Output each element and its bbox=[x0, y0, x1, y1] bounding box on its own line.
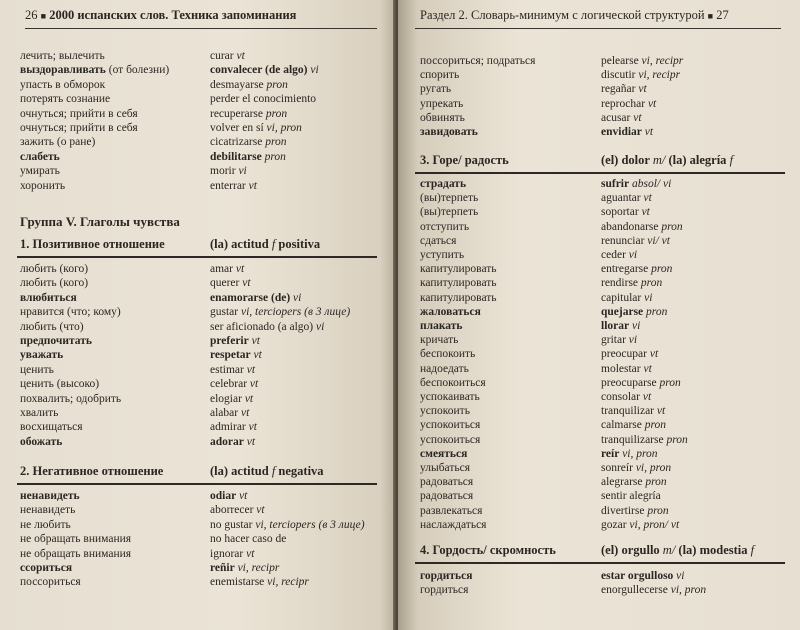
grammar-tag: vt bbox=[243, 435, 256, 448]
russian-word: ценить (высоко) bbox=[20, 378, 100, 391]
spanish-word: calmarse pron bbox=[601, 419, 667, 432]
grammar-tag: vi, pron bbox=[263, 122, 302, 134]
spanish-word: sufrir absol/ vi bbox=[601, 178, 672, 190]
header-separator: ■ bbox=[707, 11, 714, 21]
russian-word: хвалить bbox=[20, 407, 59, 419]
russian-word: улыбаться bbox=[420, 462, 471, 474]
spanish-word: aborrecer vt bbox=[210, 504, 265, 517]
header-rule bbox=[25, 28, 377, 29]
spanish-word: gritar vi bbox=[601, 334, 638, 347]
section-term-es2: (la) alegría bbox=[668, 153, 727, 167]
grammar-tag: vi, recipr bbox=[234, 562, 280, 574]
section-title-es bbox=[601, 543, 754, 558]
grammar-tag: vi, terciopers (в 3 лице) bbox=[252, 518, 365, 531]
russian-word: капитулировать bbox=[420, 291, 497, 304]
grammar-tag: vi bbox=[235, 165, 247, 178]
spanish-word: curar vt bbox=[210, 50, 245, 62]
spanish-word: divertirse pron bbox=[601, 504, 669, 517]
section-term-es2: (la) modestia bbox=[678, 543, 748, 557]
grammar-tag: vi bbox=[629, 320, 641, 332]
russian-word: похвалить; одобрить bbox=[20, 392, 122, 405]
russian-word: уступить bbox=[420, 249, 465, 261]
russian-word: гордиться bbox=[420, 584, 469, 597]
spanish-word: molestar vt bbox=[601, 362, 652, 375]
spanish-word: adorar vt bbox=[210, 435, 256, 448]
grammar-tag: vt bbox=[250, 349, 262, 362]
group-title: Группа V. Глаголы чувства bbox=[20, 214, 180, 229]
russian-word: любить (кого) bbox=[20, 277, 89, 290]
grammar-tag: vi bbox=[307, 64, 319, 77]
spanish-note: (de algo) bbox=[262, 64, 308, 77]
spanish-word: respetar vt bbox=[210, 349, 262, 362]
grammar-tag: pron bbox=[644, 504, 669, 517]
russian-word: гордиться bbox=[420, 570, 473, 582]
grammar-tag: vt bbox=[640, 362, 652, 375]
russian-word: нравится (что; кому) bbox=[20, 306, 121, 319]
spanish-word: no gustar vi, terciopers (в 3 лице) bbox=[210, 518, 365, 531]
russian-word: беспокоиться bbox=[420, 376, 486, 389]
russian-word: успокоиться bbox=[420, 419, 481, 432]
grammar-tag: vt bbox=[239, 277, 251, 290]
grammar-tag: vt bbox=[233, 50, 245, 62]
russian-word: не обращать внимания bbox=[20, 547, 132, 560]
spanish-word: regañar vt bbox=[601, 83, 647, 96]
spanish-word: ceder vi bbox=[601, 249, 638, 261]
spanish-word: reír vi, pron bbox=[601, 447, 658, 460]
left-page bbox=[0, 0, 396, 630]
section-heading bbox=[20, 464, 324, 479]
left-page-header bbox=[25, 8, 296, 23]
grammar-tag: vi bbox=[641, 291, 653, 304]
russian-word: плакать bbox=[420, 320, 463, 332]
section-title: Раздел 2. Словарь-минимум с логической структурой bbox=[420, 8, 705, 22]
grammar-tag: vt bbox=[243, 363, 256, 376]
grammar-tag: vi, terciopers (в 3 лице) bbox=[238, 306, 351, 319]
spanish-word: llorar vi bbox=[601, 320, 641, 332]
spanish-word: renunciar vi/ vt bbox=[601, 234, 670, 247]
section-rule bbox=[415, 172, 785, 174]
russian-word: ненавидеть bbox=[20, 504, 76, 517]
grammar-tag: vt bbox=[238, 407, 250, 419]
section-title-es bbox=[601, 153, 733, 168]
grammar-tag: vt bbox=[641, 126, 654, 138]
russian-word: радоваться bbox=[420, 490, 474, 503]
section-title-es bbox=[210, 464, 324, 479]
russian-word: (вы)терпеть bbox=[420, 206, 479, 219]
grammar-tag: pron bbox=[638, 277, 663, 290]
russian-word: ненавидеть bbox=[20, 490, 80, 502]
russian-word: выздоравливать (от болезни) bbox=[20, 64, 170, 77]
russian-word: обвинять bbox=[420, 111, 465, 124]
russian-word: завидовать bbox=[420, 126, 478, 138]
spanish-word: enorgullecerse vi, pron bbox=[601, 584, 707, 597]
grammar-tag: pron bbox=[261, 150, 286, 163]
spanish-word: debilitarse pron bbox=[210, 150, 286, 163]
spanish-word: preocupar vt bbox=[601, 348, 659, 361]
spanish-word: consolar vt bbox=[601, 391, 652, 403]
russian-word: капитулировать bbox=[420, 277, 497, 290]
grammar-tag: vi, recipr bbox=[635, 69, 681, 82]
spanish-word: quejarse pron bbox=[601, 305, 668, 318]
grammar-tag: vt bbox=[245, 179, 257, 192]
spanish-word: soportar vt bbox=[601, 206, 650, 219]
grammar-tag: vt bbox=[639, 391, 652, 403]
right-page-number: 27 bbox=[716, 8, 729, 22]
spanish-word: enemistarse vi, recipr bbox=[210, 576, 309, 589]
spanish-word: desmayarse pron bbox=[210, 78, 288, 91]
spanish-word: convalecer (de algo) vi bbox=[210, 64, 319, 77]
spanish-word: estimar vt bbox=[210, 363, 256, 376]
section-gender2: f bbox=[747, 543, 755, 557]
section-rule bbox=[17, 256, 377, 258]
section-term-es: (la) actitud bbox=[210, 464, 272, 478]
section-title-ru: 4. Гордость/ скромность bbox=[420, 543, 556, 557]
russian-word: надоедать bbox=[420, 362, 469, 375]
section-term-es: (el) dolor bbox=[601, 153, 653, 167]
russian-word: радоваться bbox=[420, 476, 474, 489]
russian-note: (от болезни) bbox=[105, 64, 170, 77]
russian-word: любить (кого) bbox=[20, 263, 89, 275]
spanish-word: querer vt bbox=[210, 277, 251, 290]
grammar-tag: pron bbox=[641, 419, 667, 432]
section-term-es: (el) orgullo bbox=[601, 543, 663, 557]
russian-word: влюбиться bbox=[20, 291, 77, 304]
section-gender: m/ bbox=[652, 153, 669, 167]
spanish-word: reprochar vt bbox=[601, 97, 657, 110]
section-rule bbox=[17, 483, 377, 485]
russian-word: очнуться; прийти в себя bbox=[20, 107, 138, 120]
section-heading bbox=[420, 153, 734, 168]
grammar-tag: pron bbox=[658, 220, 683, 233]
spanish-word: enterrar vt bbox=[210, 179, 257, 192]
grammar-tag: vt bbox=[645, 97, 657, 110]
russian-word: восхищаться bbox=[20, 421, 83, 434]
section-heading bbox=[20, 237, 321, 252]
spanish-word: admirar vt bbox=[210, 421, 257, 434]
grammar-tag: vt bbox=[646, 348, 659, 361]
section-rule bbox=[415, 562, 785, 564]
spanish-word: tranquilizar vt bbox=[601, 405, 666, 418]
section-title-ru: 3. Горе/ радость bbox=[420, 153, 509, 167]
spanish-word: alabar vt bbox=[210, 407, 250, 419]
section-term-es2: negativa bbox=[278, 464, 324, 478]
section-term-es: (la) actitud bbox=[210, 237, 272, 251]
spanish-word: tranquilizarse pron bbox=[601, 433, 688, 446]
russian-word: кричать bbox=[420, 334, 459, 347]
grammar-tag: vt bbox=[241, 392, 254, 405]
section-gender: m/ bbox=[662, 543, 679, 557]
spanish-word: no hacer caso de bbox=[210, 533, 287, 546]
russian-word: упасть в обморок bbox=[20, 78, 106, 91]
russian-word: ценить bbox=[20, 363, 54, 376]
grammar-tag: vi, pron/ vt bbox=[626, 518, 680, 531]
section-gender: f bbox=[271, 464, 279, 478]
spanish-word: amar vt bbox=[210, 263, 245, 275]
spanish-word: perder el conocimiento bbox=[210, 93, 317, 106]
grammar-tag: vi, pron bbox=[619, 447, 658, 460]
section-title-ru: 1. Позитивное отношение bbox=[20, 237, 165, 251]
russian-word: умирать bbox=[20, 165, 60, 178]
grammar-tag: vt bbox=[236, 490, 248, 502]
russian-word: наслаждаться bbox=[420, 518, 487, 531]
russian-word: спорить bbox=[420, 69, 460, 82]
spanish-word: preferir vt bbox=[210, 335, 260, 347]
spanish-word: celebrar vt bbox=[210, 378, 259, 391]
grammar-tag: pron bbox=[262, 136, 287, 149]
spanish-word: ser aficionado (a algo) vi bbox=[210, 320, 325, 333]
header-rule bbox=[415, 28, 781, 29]
russian-word: не обращать внимания bbox=[20, 533, 132, 546]
right-page-header bbox=[420, 8, 729, 23]
russian-word: слабеть bbox=[20, 150, 60, 163]
spanish-word: capitular vi bbox=[601, 291, 653, 304]
grammar-tag: pron bbox=[643, 305, 668, 318]
section-term-es2: positiva bbox=[278, 237, 321, 251]
spanish-word: pelearse vi, recipr bbox=[601, 55, 684, 67]
russian-word: успокоиться bbox=[420, 433, 481, 446]
grammar-tag: pron bbox=[263, 78, 288, 91]
grammar-tag: vt bbox=[247, 378, 259, 391]
spanish-word: recuperarse pron bbox=[210, 107, 288, 120]
russian-word: ругать bbox=[420, 83, 452, 96]
russian-word: предпочитать bbox=[20, 335, 92, 347]
section-gender: f bbox=[271, 237, 279, 251]
spanish-word: ignorar vt bbox=[210, 547, 255, 560]
russian-word: сдаться bbox=[420, 234, 457, 247]
spanish-word: abandonarse pron bbox=[601, 220, 683, 233]
russian-word: (вы)терпеть bbox=[420, 192, 479, 205]
spanish-word: alegrarse pron bbox=[601, 476, 667, 489]
grammar-tag: vt bbox=[654, 405, 666, 418]
russian-word: не любить bbox=[20, 518, 71, 531]
russian-word: хоронить bbox=[20, 179, 66, 192]
grammar-tag: vi bbox=[290, 291, 302, 304]
russian-word: успокаивать bbox=[420, 391, 480, 403]
grammar-tag: pron bbox=[642, 476, 667, 489]
spanish-word: envidiar vt bbox=[601, 126, 654, 138]
left-page-number: 26 bbox=[25, 8, 38, 22]
russian-word: жаловаться bbox=[420, 305, 481, 318]
spanish-word: discutir vi, recipr bbox=[601, 69, 681, 82]
grammar-tag: vt bbox=[638, 206, 650, 219]
russian-word: очнуться; прийти в себя bbox=[20, 122, 138, 134]
grammar-tag: pron bbox=[663, 433, 688, 446]
spanish-word: volver en sí vi, pron bbox=[210, 122, 302, 134]
spanish-word: reñir vi, recipr bbox=[210, 562, 280, 574]
russian-word: потерять сознание bbox=[20, 93, 111, 106]
russian-word: ссориться bbox=[20, 562, 73, 574]
grammar-tag: vi bbox=[625, 249, 638, 261]
russian-word: упрекать bbox=[420, 97, 464, 110]
section-heading bbox=[420, 543, 755, 558]
spanish-word: sentir alegría bbox=[601, 490, 661, 503]
russian-word: лечить; вылечить bbox=[20, 50, 105, 62]
grammar-tag: pron bbox=[656, 376, 681, 389]
section-title-es bbox=[210, 237, 320, 252]
spanish-word: odiar vt bbox=[210, 490, 248, 502]
grammar-tag: absol/ vi bbox=[629, 178, 672, 190]
spanish-word: elogiar vt bbox=[210, 392, 254, 405]
section-title-ru: 2. Негативное отношение bbox=[20, 464, 164, 478]
russian-word: успокоить bbox=[420, 405, 470, 418]
grammar-tag: vi bbox=[313, 320, 325, 333]
right-page bbox=[398, 0, 800, 630]
grammar-tag: vi, pron bbox=[667, 584, 707, 597]
spanish-word: sonreír vi, pron bbox=[601, 462, 672, 474]
spanish-word: estar orgulloso vi bbox=[601, 570, 685, 582]
grammar-tag: pron bbox=[263, 107, 288, 120]
russian-word: капитулировать bbox=[420, 263, 497, 276]
header-separator: ■ bbox=[40, 11, 47, 21]
russian-word: обожать bbox=[20, 435, 63, 448]
grammar-tag: vt bbox=[640, 192, 652, 205]
book-title: 2000 испанских слов. Техника запоминания bbox=[49, 8, 297, 22]
grammar-tag: vt bbox=[243, 547, 255, 560]
grammar-tag: vt bbox=[232, 263, 245, 275]
russian-word: страдать bbox=[420, 178, 467, 190]
spanish-word: acusar vt bbox=[601, 111, 642, 124]
spanish-word: rendirse pron bbox=[601, 277, 663, 290]
russian-word: поссориться bbox=[20, 576, 81, 589]
russian-word: отступить bbox=[420, 220, 470, 233]
grammar-tag: pron bbox=[648, 263, 673, 276]
spanish-word: morir vi bbox=[210, 165, 247, 178]
russian-word: поссориться; подраться bbox=[420, 55, 536, 67]
grammar-tag: vi, pron bbox=[632, 462, 672, 474]
spanish-word: gozar vi, pron/ vt bbox=[601, 518, 680, 531]
russian-word: зажить (о ране) bbox=[20, 136, 96, 149]
spanish-word: enamorarse (de) vi bbox=[210, 291, 302, 304]
grammar-tag: vt bbox=[635, 83, 647, 96]
grammar-tag: vi/ vt bbox=[644, 234, 670, 247]
spanish-word: gustar vi, terciopers (в 3 лице) bbox=[210, 306, 351, 319]
spanish-word: preocuparse pron bbox=[601, 376, 681, 389]
grammar-tag: vi bbox=[673, 570, 685, 582]
russian-word: беспокоить bbox=[420, 348, 476, 361]
grammar-tag: vt bbox=[630, 111, 642, 124]
spanish-word: entregarse pron bbox=[601, 263, 673, 276]
spanish-word: aguantar vt bbox=[601, 192, 652, 205]
grammar-tag: vt bbox=[245, 421, 257, 434]
grammar-tag: vi, recipr bbox=[264, 576, 309, 589]
spanish-word: cicatrizarse pron bbox=[210, 136, 287, 149]
grammar-tag: vt bbox=[248, 335, 260, 347]
russian-word: уважать bbox=[20, 349, 64, 362]
russian-word: смеяться bbox=[420, 447, 468, 460]
grammar-tag: vi, recipr bbox=[638, 55, 684, 67]
grammar-tag: vi bbox=[625, 334, 638, 347]
russian-word: любить (что) bbox=[20, 320, 84, 333]
russian-word: развлекаться bbox=[420, 504, 483, 517]
grammar-tag: vt bbox=[253, 504, 265, 517]
section-gender2: f bbox=[726, 153, 734, 167]
